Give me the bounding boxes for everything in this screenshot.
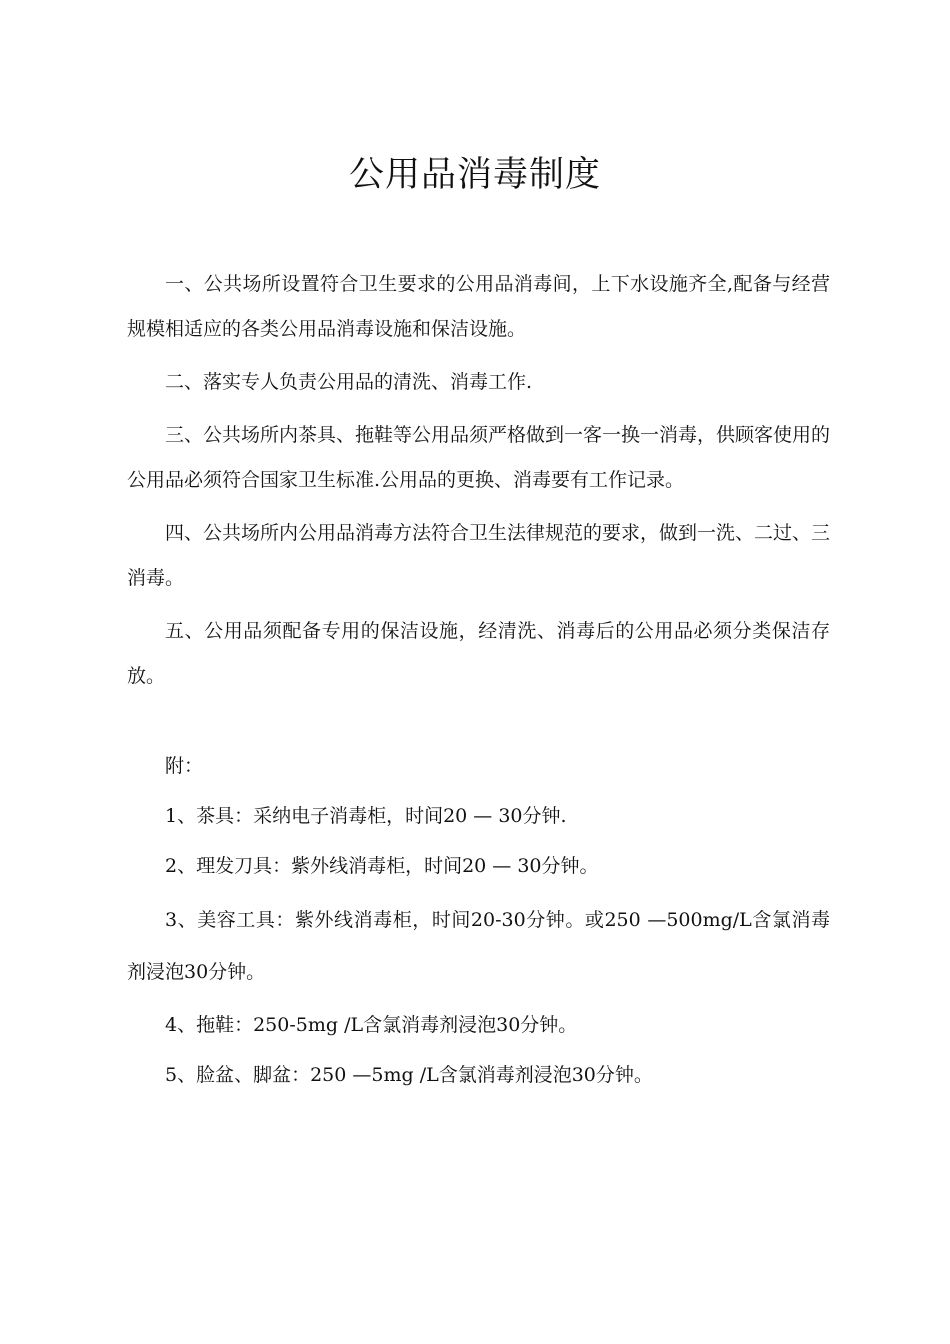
appendix-item-2: 2、理发刀具：紫外线消毒柜，时间20 — 30分钟。 <box>165 855 599 877</box>
appendix-item-1: 1、茶具：采纳电子消毒柜，时间20 — 30分钟. <box>165 805 567 827</box>
appendix-item-3: 3、美容工具：紫外线消毒柜，时间20-30分钟。或250 —500mg/L含氯消毒剂浸泡30分钟。 <box>127 909 830 983</box>
regulation-paragraph-3: 三、公共场所内茶具、拖鞋等公用品须严格做到一客一换一消毒，供顾客使用的公用品必须符合国家卫生标准.公用品的更换、消毒要有工作记录。 <box>127 424 831 491</box>
appendix-item-4: 4、拖鞋：250-5mg /L含氯消毒剂浸泡30分钟。 <box>165 1014 578 1036</box>
regulation-paragraph-1: 一、公共场所设置符合卫生要求的公用品消毒间，上下水设施齐全,配备与经营规模相适应的各类公用品消毒设施和保洁设施。 <box>127 273 830 340</box>
regulation-paragraph-4: 四、公共场所内公用品消毒方法符合卫生法律规范的要求，做到一洗、二过、三消毒。 <box>127 522 831 589</box>
regulation-paragraph-2: 二、落实专人负责公用品的清洗、消毒工作. <box>165 371 533 393</box>
appendix-label: 附： <box>165 755 204 777</box>
document-title: 公用品消毒制度 <box>348 155 601 195</box>
appendix-item-5: 5、脸盆、脚盆：250 —5mg /L含氯消毒剂浸泡30分钟。 <box>165 1064 653 1086</box>
regulation-paragraph-5: 五、公用品须配备专用的保洁设施，经清洗、消毒后的公用品必须分类保洁存放。 <box>127 620 830 687</box>
document-body <box>127 262 830 1098</box>
